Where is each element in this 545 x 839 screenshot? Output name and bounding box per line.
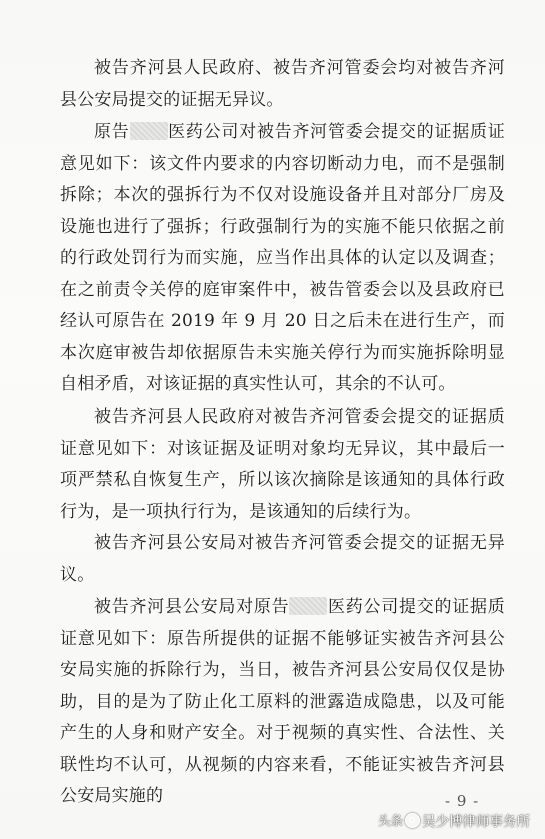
paragraph-1 bbox=[60, 53, 505, 116]
page-number: - 9 - bbox=[445, 792, 480, 810]
paragraph-text: 被告齐河县人民政府对被告齐河管委会提交的证据质证意见如下：对该证据及证明对象均无异议，其中最后一项严禁私自恢复生产，所以该次摘除是该通知的具体行政行为，是一项执行行为，是该通知的后续行为。 bbox=[60, 407, 505, 522]
paragraph-text-before-redaction: 被告齐河县公安局对原告 bbox=[94, 597, 290, 617]
at-icon bbox=[405, 813, 420, 828]
redaction-mark bbox=[130, 122, 168, 140]
paragraph-4 bbox=[60, 528, 505, 591]
paragraph-text-before-redaction: 原告 bbox=[94, 122, 130, 142]
paragraph-5 bbox=[60, 592, 505, 813]
watermark bbox=[378, 808, 530, 832]
watermark-platform: 头条 bbox=[378, 813, 404, 828]
paragraph-text-after-redaction: 医药公司对被告齐河管委会提交的证据质证意见如下：该文件内要求的内容切断动力电，而不是强制拆除；本次的强拆行为不仅对设施设备并且对部分厂房及设施也进行了强拆；行政强制行为的实施不能只依据之前的行政处罚行为而实施，应当作出具体的认定以及调查；在之前责令关停的庭审案件中，被告管委会以及县政府已经认可原告在 2019 年 9 月 20 日之后未在进行生产，而本次庭审被告却依据原告未实施关停行为而实施拆除明显自相矛盾，对该证据的真实性认可，其余的不认可。 bbox=[60, 122, 505, 394]
paragraph-2 bbox=[60, 117, 505, 401]
paragraph-3 bbox=[60, 402, 505, 528]
watermark-account: 吴少博律师事务所 bbox=[422, 814, 531, 830]
paragraph-text: 被告齐河县人民政府、被告齐河管委会均对被告齐河县公安局提交的证据无异议。 bbox=[60, 58, 505, 110]
redaction-mark bbox=[289, 597, 327, 615]
paragraph-text: 被告齐河县公安局对被告齐河管委会提交的证据无异议。 bbox=[60, 533, 505, 585]
paragraph-text-after-redaction: 医药公司提交的证据质证意见如下：原告所提供的证据不能够证实被告齐河县公安局实施的拆除行为，当日，被告齐河县公安局仅仅是协助，目的是为了防止化工原料的泄露造成隐患，以及可能产生的人身和财产安全。对于视频的真实性、合法性、关联性均不认可，从视频的内容来看，不能证实被告齐河县公安局实施的 bbox=[60, 597, 506, 806]
